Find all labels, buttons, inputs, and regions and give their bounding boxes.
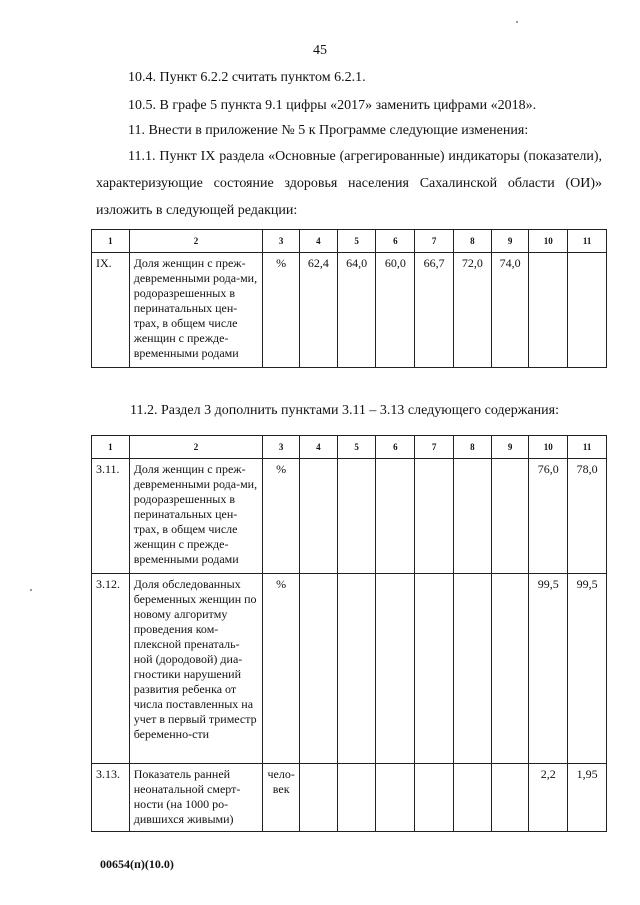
indicator-name: Показатель ранней неонатальной смерт-ности (на 1000 ро-дившихся живыми): [129, 764, 263, 832]
page-number: 45: [313, 43, 327, 58]
value-cell: [415, 574, 454, 764]
row-number: 3.13.: [92, 764, 130, 832]
value-cell: [337, 764, 376, 832]
header-cell: 9: [491, 230, 529, 253]
unit-cell: %: [263, 253, 300, 368]
scan-speck: [516, 21, 518, 23]
header-cell: 9: [491, 436, 529, 459]
value-cell: [491, 459, 529, 574]
header-cell: 2: [129, 230, 263, 253]
header-cell: 2: [129, 436, 263, 459]
paragraph-10-5: 10.5. В графе 5 пункта 9.1 цифры «2017» заменить цифрами «2018».: [128, 98, 537, 113]
value-cell: [376, 764, 415, 832]
value-cell: 72,0: [453, 253, 491, 368]
indicator-name: Доля обследованных беременных женщин по новому алгоритму проведения ком-плексной пренаталь-ной (дородовой) диа-гностики нарушений развития ребенка от числа поставленных на учет в первый триместр беременно-сти: [129, 574, 263, 764]
value-cell: 64,0: [337, 253, 376, 368]
header-cell: 11: [568, 436, 607, 459]
value-cell: 74,0: [491, 253, 529, 368]
header-cell: 8: [453, 436, 491, 459]
value-cell: [376, 574, 415, 764]
value-cell: 62,4: [300, 253, 338, 368]
table-indicators-ix: [91, 229, 607, 368]
value-cell: [300, 459, 338, 574]
table-header-row: [92, 230, 607, 253]
row-number: 3.12.: [92, 574, 130, 764]
value-cell: [453, 459, 491, 574]
value-cell: [300, 764, 338, 832]
value-cell: [529, 253, 568, 368]
scan-speck: [30, 589, 32, 591]
header-cell: 4: [300, 230, 338, 253]
document-code: 00654(п)(10.0): [100, 857, 174, 871]
table-row: [92, 459, 607, 574]
table-row: [92, 764, 607, 832]
value-cell: 76,0: [529, 459, 568, 574]
value-cell: [453, 574, 491, 764]
value-cell: [568, 253, 607, 368]
row-number: IX.: [92, 253, 130, 368]
header-cell: 10: [529, 436, 568, 459]
header-cell: 6: [376, 230, 415, 253]
value-cell: [491, 574, 529, 764]
value-cell: [337, 459, 376, 574]
table-section-3-additions: [91, 435, 607, 832]
header-cell: 7: [415, 230, 454, 253]
unit-cell: %: [263, 574, 300, 764]
table-header-row: [92, 436, 607, 459]
value-cell: [376, 459, 415, 574]
paragraph-11-2: 11.2. Раздел 3 дополнить пунктами 3.11 – 3.13 следующего содержания:: [130, 403, 559, 418]
value-cell: 2,2: [529, 764, 568, 832]
value-cell: [337, 574, 376, 764]
paragraph-11: 11. Внести в приложение № 5 к Программе следующие изменения:: [128, 123, 529, 138]
value-cell: [491, 764, 529, 832]
header-cell: 11: [568, 230, 607, 253]
table-row: [92, 253, 607, 368]
header-cell: 5: [337, 230, 376, 253]
row-number: 3.11.: [92, 459, 130, 574]
header-cell: 1: [92, 436, 130, 459]
value-cell: [300, 574, 338, 764]
paragraph-11-1: 11.1. Пункт IX раздела «Основные (агрегированные) индикаторы (показатели), характеризующие состояние здоровья населения Сахалинской области (ОИ)» изложить в следующей редакции:: [96, 149, 602, 218]
header-cell: 10: [529, 230, 568, 253]
indicator-name: Доля женщин с преж-девременными рода-ми, родоразрешенных в перинатальных цен-трах, в общем числе женщин с преждe-временными родами: [129, 253, 263, 368]
unit-cell: чело-век: [263, 764, 300, 832]
value-cell: 60,0: [376, 253, 415, 368]
value-cell: 1,95: [568, 764, 607, 832]
value-cell: [415, 764, 454, 832]
unit-cell: %: [263, 459, 300, 574]
header-cell: 7: [415, 436, 454, 459]
header-cell: 1: [92, 230, 130, 253]
header-cell: 4: [300, 436, 338, 459]
value-cell: 99,5: [568, 574, 607, 764]
paragraph-10-4: 10.4. Пункт 6.2.2 считать пунктом 6.2.1.: [128, 70, 366, 85]
header-cell: 6: [376, 436, 415, 459]
header-cell: 5: [337, 436, 376, 459]
value-cell: [415, 459, 454, 574]
value-cell: [453, 764, 491, 832]
value-cell: 66,7: [415, 253, 454, 368]
header-cell: 3: [263, 230, 300, 253]
table-row: [92, 574, 607, 764]
header-cell: 8: [453, 230, 491, 253]
indicator-name: Доля женщин с преж-девременными рода-ми, родоразрешенных в перинатальных цен-трах, в общем числе женщин с преждe-временными родами: [129, 459, 263, 574]
header-cell: 3: [263, 436, 300, 459]
value-cell: 99,5: [529, 574, 568, 764]
value-cell: 78,0: [568, 459, 607, 574]
